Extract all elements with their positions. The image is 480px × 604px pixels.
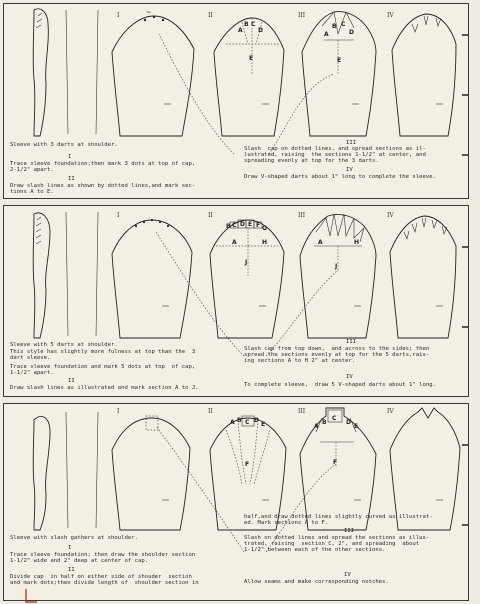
- binding-mark: [462, 326, 468, 328]
- section1-step2-number: II: [68, 176, 75, 182]
- fig2-letter-c: C: [245, 419, 250, 426]
- section2-step3-text: Slash cap from top down, and across to the sides; then spread the sections evenly at top for the 5 darts,rais- ing sections A to H 2" at center.: [244, 346, 430, 365]
- library-stamp-mark: [25, 589, 37, 603]
- fig4-numeral: IV: [387, 12, 394, 19]
- fig3-letter-a: A: [314, 423, 319, 430]
- binding-mark: [462, 246, 468, 248]
- section1-step3-number: III: [346, 140, 357, 146]
- section3-step2-continued: half,and draw dotted lines slightly curved as illustrat- ed. Mark sections A to F.: [244, 514, 433, 527]
- figure-1-sleeve: [112, 219, 192, 338]
- arm-profile-figure: [33, 412, 98, 530]
- fig2-numeral: II: [208, 12, 213, 19]
- figure-1-sleeve: [112, 416, 190, 530]
- section2-intro-text: This style has slightly more fulness at top than the 3 dart sleeve.: [10, 349, 196, 362]
- fig3-numeral: III: [298, 12, 306, 19]
- section3-step1-text: Trace sleeve foundation; then draw the shoulder section 1-1/2" wide and 2" deep at center of cap.: [10, 552, 196, 565]
- section2-caption: Sleeve with 5 darts at shoulder.: [10, 342, 118, 348]
- fig2-numeral: II: [208, 212, 213, 219]
- section3-step2-number: II: [68, 567, 75, 573]
- fig2-letter-d: D: [254, 417, 259, 424]
- fig2-letter-e: E: [261, 421, 266, 428]
- fig2-letter-d: D: [258, 27, 263, 34]
- section2-step4-number: IV: [346, 374, 353, 380]
- section3-step4-text: Allow seams and make corresponding notches.: [244, 579, 389, 585]
- section2-step2-text: Draw slash lines as illustrated and mark section A to J.: [10, 385, 199, 391]
- arm-profile-figure: [33, 9, 98, 136]
- binding-mark: [462, 524, 468, 526]
- figure-4-sleeve: [390, 216, 456, 338]
- figure-1-sleeve: [112, 16, 194, 136]
- section-5-darts: [3, 205, 469, 397]
- figure-2-sleeve: [210, 220, 284, 338]
- fig3-letter-a: A: [324, 31, 329, 38]
- section1-caption: Sleeve with 3 darts at shoulder.: [10, 142, 118, 148]
- fig2-letter-b: B: [226, 223, 231, 230]
- fig2-letter-e: E: [249, 55, 254, 62]
- fig4-numeral: IV: [387, 408, 394, 415]
- section3-step3-text: Slash on dotted lines and spread the sections as illus- trated, raising section C, 2", and spreading about 1-1/2" between each of the other sections.: [244, 535, 430, 554]
- figure-2-sleeve: [210, 416, 286, 530]
- section1-step2-text: Draw slash lines as shown by dotted lines,and mark sec- tions A to E.: [10, 183, 196, 196]
- fig3-numeral: III: [298, 408, 306, 415]
- fig1-numeral: I: [117, 212, 120, 219]
- fig2-letter-a: A: [238, 27, 243, 34]
- fig2-letter-b: B: [237, 417, 242, 424]
- fig1-numeral: I: [117, 408, 120, 415]
- figure-3-sleeve: [300, 408, 376, 530]
- fig2-letter-a: A: [230, 419, 235, 426]
- section2-step3-number: III: [346, 339, 357, 345]
- fig3-letter-b: B: [332, 23, 337, 30]
- fig3-letter-f: F: [333, 459, 338, 466]
- section-3-darts: [3, 3, 469, 199]
- binding-mark: [462, 94, 468, 96]
- fig3-letter-b: B: [322, 419, 327, 426]
- figure-3-sleeve: [302, 12, 376, 136]
- figure-4-sleeve: [390, 408, 460, 530]
- section-slash-gathers: [3, 403, 469, 601]
- arm-profile-figure: [33, 212, 98, 338]
- fig2-letter-g: G: [262, 225, 267, 232]
- section3-step2-text: Divide cap in half on either side of shouder section and mark dots;then divide length of shoulder section in: [10, 574, 199, 587]
- fig3-letter-h: H: [354, 239, 360, 246]
- section3-step1-number: I: [68, 545, 72, 551]
- fig3-letter-a: A: [318, 239, 323, 246]
- fig1-dots-label: ~: [146, 9, 152, 16]
- fig2-letter-e: E: [248, 221, 253, 228]
- fig3-letter-c: C: [341, 21, 346, 28]
- section2-step4-text: To complete sleeve, draw 5 V-shaped darts about 1" long.: [244, 382, 436, 388]
- binding-mark: [462, 444, 468, 446]
- fig3-letter-d: D: [349, 29, 354, 36]
- fig3-letter-e: E: [354, 423, 359, 430]
- fig4-numeral: IV: [387, 212, 394, 219]
- binding-mark: [462, 154, 468, 156]
- fig3-numeral: III: [298, 212, 306, 219]
- section1-step3-text: Slash cap on dotted lines, and spread sections as il- lustrated, raising the sections 1-1/2" at center, and spreading evenly at top for the 3 darts.: [244, 146, 426, 165]
- section3-step3-number: III: [344, 528, 355, 534]
- fig2-letter-f: F: [256, 222, 261, 229]
- fig3-letter-d: D: [346, 419, 351, 426]
- section3-caption: Sleeve with slash gathers at shoulder.: [10, 535, 138, 541]
- section1-step1-number: I: [68, 154, 72, 160]
- section2-step2-number: II: [68, 378, 75, 384]
- section2-step1-text: Trace sleeve foundation and mark 5 dots at top of cap, 1-1/2" apart.: [10, 364, 196, 377]
- section1-step4-number: IV: [346, 167, 353, 173]
- fig2-letter-c: C: [232, 222, 237, 229]
- section3-step4-number: IV: [344, 572, 351, 578]
- fig2-letter-d: D: [240, 221, 245, 228]
- fig2-letter-c: C: [251, 21, 256, 28]
- fig2-letter-f: F: [245, 461, 250, 468]
- fig3-letter-e: E: [337, 57, 342, 64]
- section1-step4-text: Draw V-shaped darts about 1" long to complete the sleeve.: [244, 174, 436, 180]
- fig2-letter-j: J: [245, 259, 248, 266]
- binding-mark: [462, 34, 468, 36]
- fig2-letter-a: A: [232, 239, 237, 246]
- figure-4-sleeve: [392, 14, 456, 136]
- fig2-letter-b: B: [244, 21, 249, 28]
- section1-step1-text: Trace sleeve foundation;then mark 3 dots at top of cap, 2-1/2" apart.: [10, 161, 196, 174]
- fig2-letter-h: H: [262, 239, 268, 246]
- figure-3-sleeve: [300, 214, 376, 338]
- fig1-numeral: I: [117, 12, 120, 19]
- fig2-numeral: II: [208, 408, 213, 415]
- fig3-letter-j: J: [335, 263, 338, 270]
- figure-2-sleeve: [214, 18, 284, 136]
- fig3-letter-c: C: [332, 415, 337, 422]
